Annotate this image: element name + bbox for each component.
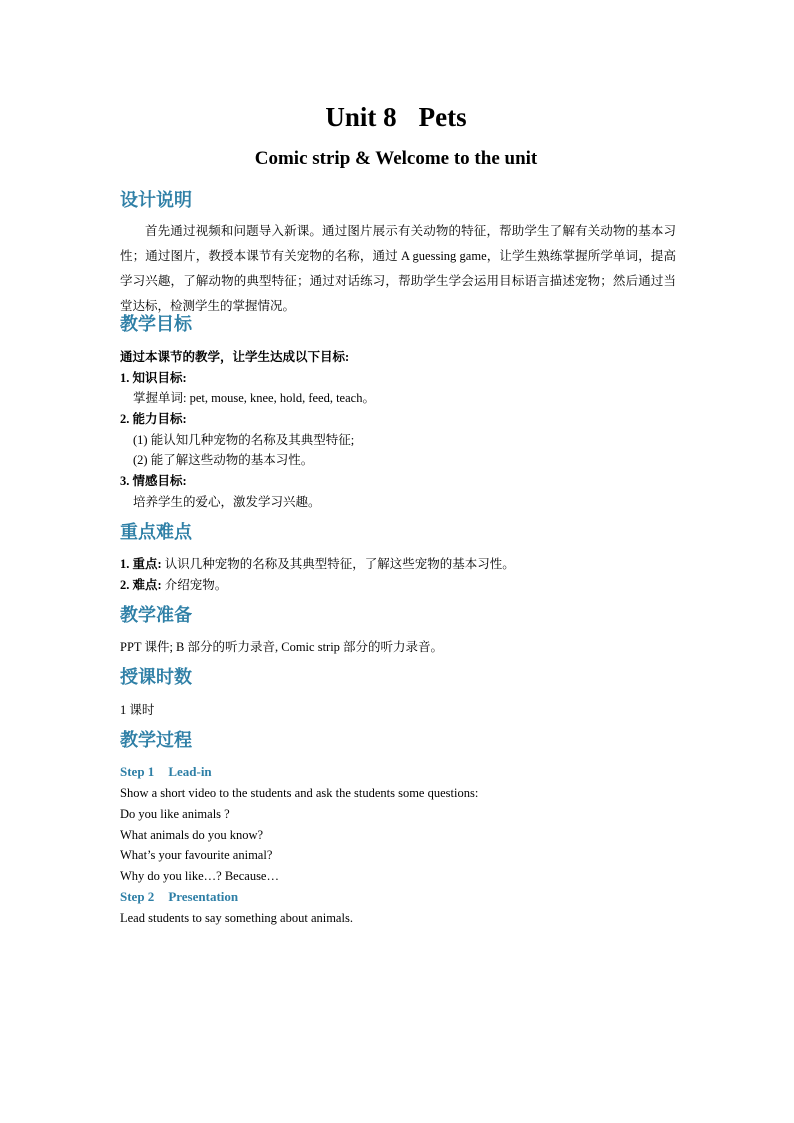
key-point-line bbox=[120, 556, 515, 572]
step2-name: Presentation bbox=[168, 889, 239, 904]
knowledge-text: 掌握单词: pet, mouse, knee, hold, feed, teach。 bbox=[133, 391, 375, 405]
knowledge-label: 1. 知识目标: bbox=[120, 371, 187, 385]
objectives-intro: 通过本课节的教学，让学生达成以下目标: bbox=[120, 350, 350, 364]
difficult-point-label: 2. 难点: bbox=[120, 578, 162, 592]
unit-topic: Pets bbox=[418, 102, 467, 132]
step1-line: Do you like animals ? bbox=[120, 807, 230, 821]
step2-heading bbox=[120, 889, 238, 905]
difficult-point-line bbox=[120, 577, 227, 593]
emotion-text: 培养学生的爱心，激发学习兴趣。 bbox=[133, 495, 321, 509]
design-paragraph: 首先通过视频和问题导入新课。通过图片展示有关动物的特征，帮助学生了解有关动物的基本习性；通过图片，教授本课节有关宠物的名称，通过 A guessing game，让学生熟练掌握所学单词，提高学习兴趣，了解动物的典型特征；通过对话练习，帮助学生学会运用目标语言描述宠物；然后通过当堂达标，检测学生的掌握情况。 bbox=[120, 224, 676, 313]
step2-line: Lead students to say something about animals. bbox=[120, 911, 353, 925]
process-heading: 教学过程 bbox=[120, 730, 192, 751]
ability-label: 2. 能力目标: bbox=[120, 412, 187, 426]
step1-line: What animals do you know? bbox=[120, 828, 264, 842]
design-heading: 设计说明 bbox=[120, 190, 192, 211]
preparation-text: PPT 课件; B 部分的听力录音, Comic strip 部分的听力录音。 bbox=[120, 640, 444, 654]
step1-line: Show a short video to the students and ask the students some questions: bbox=[120, 786, 479, 800]
objectives-heading: 教学目标 bbox=[120, 314, 192, 335]
document-subtitle: Comic strip & Welcome to the unit bbox=[254, 148, 538, 169]
emotion-label: 3. 情感目标: bbox=[120, 474, 187, 488]
preparation-heading: 教学准备 bbox=[120, 605, 192, 626]
step1-heading bbox=[120, 764, 212, 780]
key-points-heading: 重点难点 bbox=[120, 522, 192, 543]
unit-number: Unit 8 bbox=[325, 102, 397, 132]
step1-line: Why do you like…? Because… bbox=[120, 869, 279, 883]
key-point-text: 认识几种宠物的名称及其典型特征，了解这些宠物的基本习性。 bbox=[164, 557, 515, 571]
periods-text: 1 课时 bbox=[120, 703, 155, 717]
document-title bbox=[120, 100, 672, 134]
ability-item-2: (2) 能了解这些动物的基本习性。 bbox=[133, 453, 314, 467]
ability-item-1: (1) 能认知几种宠物的名称及其典型特征; bbox=[133, 433, 355, 447]
step1-number: Step 1 bbox=[120, 764, 155, 779]
step2-number: Step 2 bbox=[120, 889, 155, 904]
step1-name: Lead-in bbox=[168, 764, 212, 779]
periods-heading: 授课时数 bbox=[120, 667, 192, 688]
step1-line: What’s your favourite animal? bbox=[120, 848, 273, 862]
difficult-point-text: 介绍宠物。 bbox=[164, 578, 228, 592]
key-point-label: 1. 重点: bbox=[120, 557, 162, 571]
